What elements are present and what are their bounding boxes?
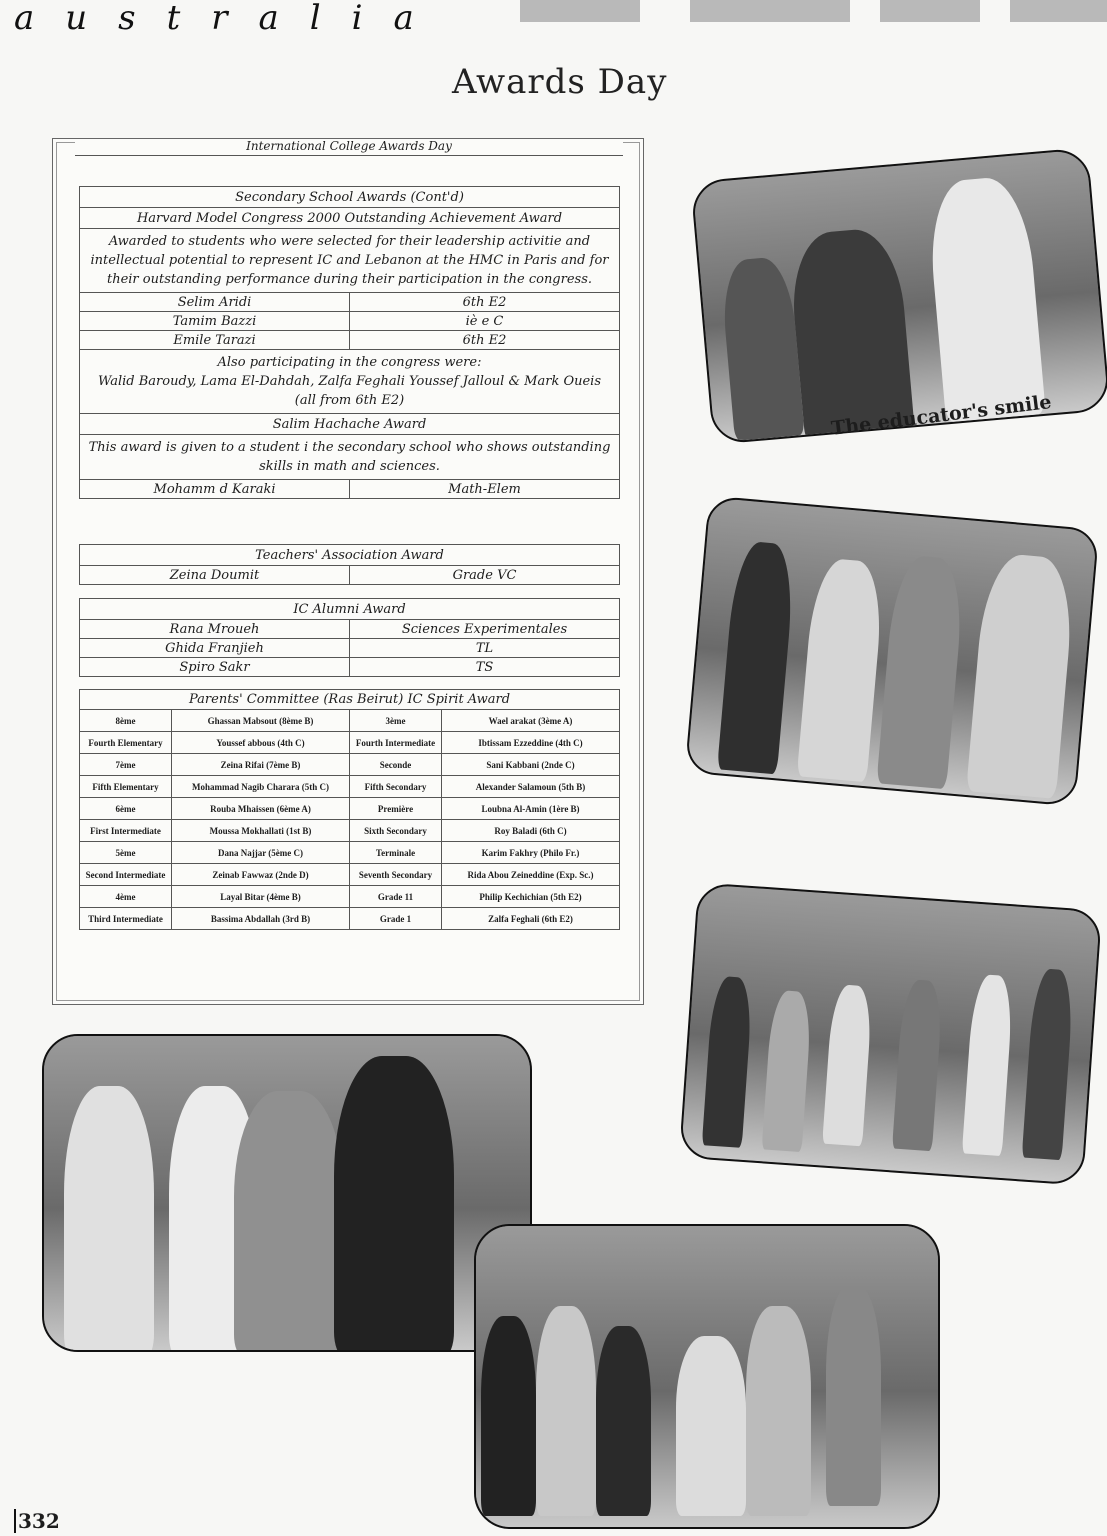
grade-cell: Fifth Elementary <box>80 776 172 798</box>
grade-cell: 7ème <box>80 754 172 776</box>
table-row <box>80 732 620 754</box>
winner-name: Spiro Sakr <box>80 658 350 677</box>
name-cell: Alexander Salamoun (5th B) <box>442 776 620 798</box>
grade-cell: First Intermediate <box>80 820 172 842</box>
winner-row <box>80 312 620 331</box>
winner-name: Ghida Franjieh <box>80 639 350 658</box>
grade-cell: 3ème <box>350 710 442 732</box>
grade-cell: Grade 1 <box>350 908 442 930</box>
name-cell: Zeinab Fawwaz (2nde D) <box>172 864 350 886</box>
banner-decoration <box>690 0 850 22</box>
winner-row <box>80 293 620 312</box>
table-row <box>80 864 620 886</box>
winner-grade: 6th E2 <box>350 331 620 350</box>
name-cell: Rouba Mhaissen (6ème A) <box>172 798 350 820</box>
award-description: Awarded to students who were selected for their leadership activitie and intellectual potential to represent IC and Lebanon at the HMC in Paris and for their outstanding performance during their participation in the congress. <box>80 229 620 293</box>
award-description: This award is given to a student i the secondary school who shows outstanding skills in math and sciences. <box>80 435 620 480</box>
winner-grade: TL <box>350 639 620 658</box>
person-figure <box>596 1326 651 1516</box>
name-cell: Philip Kechichian (5th E2) <box>442 886 620 908</box>
participants-list: Walid Baroudy, Lama El-Dahdah, Zalfa Feghali Youssef Jalloul & Mark Oueis (all from 6th E2) <box>97 374 602 408</box>
table-row <box>80 710 620 732</box>
grade-cell: Fourth Elementary <box>80 732 172 754</box>
parents-award-table <box>79 689 620 930</box>
winner-grade: 6th E2 <box>350 293 620 312</box>
grade-cell: Grade 11 <box>350 886 442 908</box>
winner-name: Rana Mroueh <box>80 620 350 639</box>
table-row <box>80 908 620 930</box>
page-title: Awards Day <box>452 62 668 102</box>
teachers-award-table <box>79 544 620 585</box>
winner-grade: Grade VC <box>350 566 620 585</box>
grade-cell: Fifth Secondary <box>350 776 442 798</box>
secondary-awards-table <box>79 186 620 499</box>
winner-row <box>80 566 620 585</box>
alumni-award-table <box>79 598 620 677</box>
person-figure <box>334 1056 454 1352</box>
table-row <box>80 798 620 820</box>
section-heading: Secondary School Awards (Cont'd) <box>80 187 620 208</box>
winner-row <box>80 480 620 499</box>
winner-row <box>80 658 620 677</box>
person-figure <box>826 1286 881 1506</box>
photo-caption: The educator's smile <box>830 390 1053 440</box>
winner-grade: iè e C <box>350 312 620 331</box>
winner-grade: Math-Elem <box>350 480 620 499</box>
name-cell: Karim Fakhry (Philo Fr.) <box>442 842 620 864</box>
person-figure <box>746 1306 811 1516</box>
name-cell: Ghassan Mabsout (8ème B) <box>172 710 350 732</box>
banner-decoration <box>1010 0 1107 22</box>
name-cell: Youssef abbous (4th C) <box>172 732 350 754</box>
winner-name: Tamim Bazzi <box>80 312 350 331</box>
table-row <box>80 820 620 842</box>
photo-four-students <box>42 1034 532 1352</box>
header-banner <box>0 0 1107 44</box>
participants-cell <box>80 350 620 414</box>
grade-cell: Second Intermediate <box>80 864 172 886</box>
banner-decoration <box>520 0 640 22</box>
page-number: 332 <box>14 1509 60 1533</box>
grade-cell: Sixth Secondary <box>350 820 442 842</box>
photo-group-stage <box>679 882 1102 1186</box>
name-cell: Mohammad Nagib Charara (5th C) <box>172 776 350 798</box>
grade-cell: Seventh Secondary <box>350 864 442 886</box>
name-cell: Ibtissam Ezzeddine (4th C) <box>442 732 620 754</box>
participants-intro: Also participating in the congress were: <box>217 355 482 370</box>
name-cell: Zeina Rifai (7ème B) <box>172 754 350 776</box>
winner-grade: TS <box>350 658 620 677</box>
photo-students-row <box>685 495 1100 806</box>
name-cell: Sani Kabbani (2nde C) <box>442 754 620 776</box>
name-cell: Zalfa Feghali (6th E2) <box>442 908 620 930</box>
person-figure <box>676 1336 746 1516</box>
grade-cell: 6ème <box>80 798 172 820</box>
grade-cell: Third Intermediate <box>80 908 172 930</box>
grade-cell: Seconde <box>350 754 442 776</box>
person-figure <box>64 1086 154 1352</box>
table-row <box>80 754 620 776</box>
winner-row <box>80 620 620 639</box>
banner-decoration <box>880 0 980 22</box>
name-cell: Loubna Al-Amin (1ère B) <box>442 798 620 820</box>
name-cell: Rida Abou Zeineddine (Exp. Sc.) <box>442 864 620 886</box>
winner-name: Zeina Doumit <box>80 566 350 585</box>
document-title: International College Awards Day <box>75 139 623 156</box>
person-figure <box>234 1091 344 1352</box>
name-cell: Layal Bitar (4ème B) <box>172 886 350 908</box>
person-figure <box>481 1316 536 1516</box>
grade-cell: 4ème <box>80 886 172 908</box>
banner-word: australia <box>14 0 445 38</box>
grade-cell: Fourth Intermediate <box>350 732 442 754</box>
name-cell: Dana Najjar (5ème C) <box>172 842 350 864</box>
name-cell: Moussa Mokhallati (1st B) <box>172 820 350 842</box>
award-title: Harvard Model Congress 2000 Outstanding Achievement Award <box>80 208 620 229</box>
person-figure <box>536 1306 596 1516</box>
grade-cell: Première <box>350 798 442 820</box>
name-cell: Bassima Abdallah (3rd B) <box>172 908 350 930</box>
awards-document <box>52 138 644 1005</box>
award-title: Salim Hachache Award <box>80 414 620 435</box>
grade-cell: 5ème <box>80 842 172 864</box>
section-heading: Teachers' Association Award <box>80 545 620 566</box>
section-heading: Parents' Committee (Ras Beirut) IC Spirit Award <box>80 690 620 710</box>
grade-cell: 8ème <box>80 710 172 732</box>
winner-row <box>80 639 620 658</box>
section-heading: IC Alumni Award <box>80 599 620 620</box>
table-row <box>80 776 620 798</box>
grade-cell: Terminale <box>350 842 442 864</box>
winner-name: Selim Aridi <box>80 293 350 312</box>
name-cell: Roy Baladi (6th C) <box>442 820 620 842</box>
table-row <box>80 842 620 864</box>
winner-name: Mohamm d Karaki <box>80 480 350 499</box>
winner-grade: Sciences Experimentales <box>350 620 620 639</box>
winner-row <box>80 331 620 350</box>
table-row <box>80 886 620 908</box>
winner-name: Emile Tarazi <box>80 331 350 350</box>
photo-teachers-group <box>474 1224 940 1529</box>
name-cell: Wael arakat (3ème A) <box>442 710 620 732</box>
